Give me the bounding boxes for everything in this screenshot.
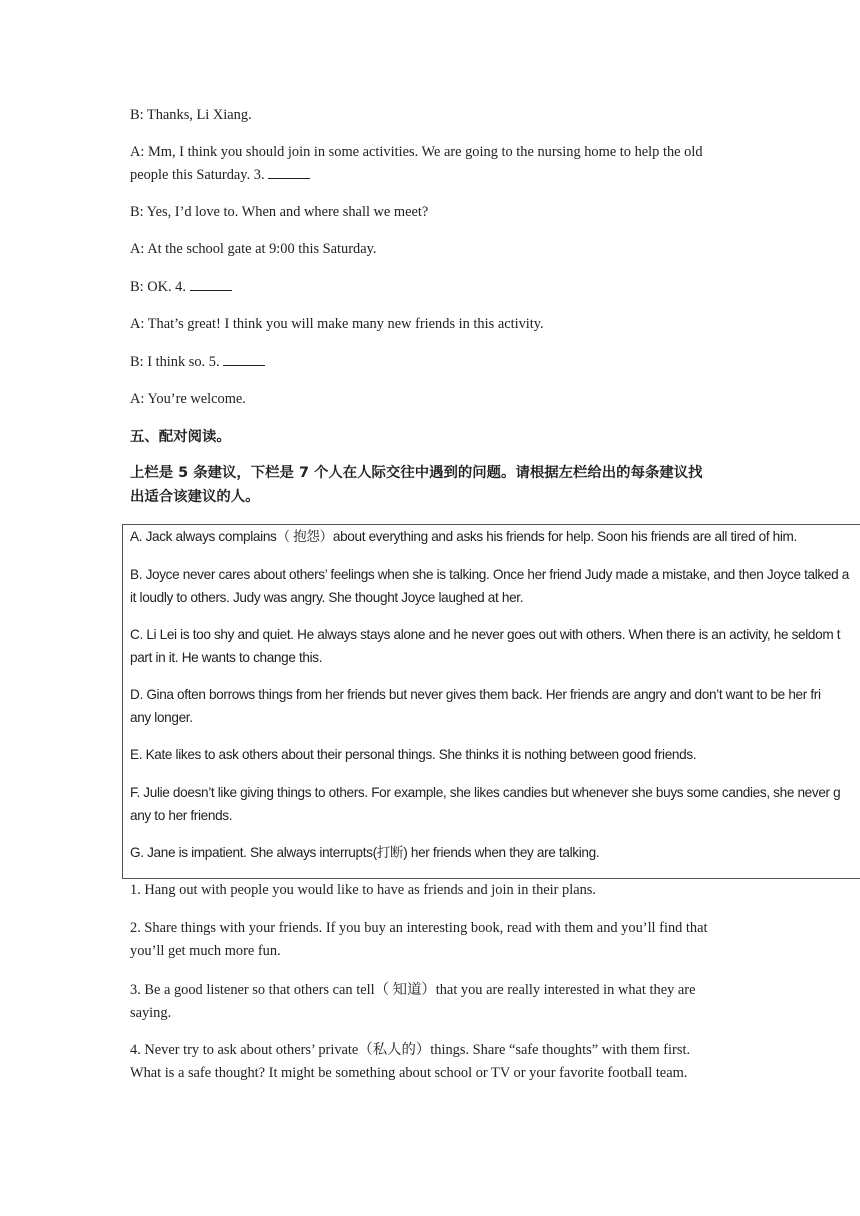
advice-item-1: 1. Hang out with people you would like to have as friends and join in their plans.	[130, 882, 597, 898]
problem-item-b: B. Joyce never cares about others’ feelings when she is talking. Once her friend Judy made a mistake, and then Joyce talked a it loudly to others. Judy was angry. She thought Joyce laughed at her.	[130, 567, 849, 605]
dialogue-line: B: Thanks, Li Xiang.	[130, 107, 252, 123]
problem-item-f: F. Julie doesn’t like giving things to others. For example, she likes candies but whenever she buys some candies, she never g any to her friends.	[130, 785, 841, 823]
problem-item-a: A. Jack always complains（ 抱怨）about everything and asks his friends for help. Soon his friends are all tired of him.	[130, 529, 797, 544]
dialogue-line: A: Mm, I think you should join in some activities. We are going to the nursing home to help the old people this Saturday. 3.	[130, 144, 703, 183]
answer-blank-4[interactable]	[190, 277, 232, 291]
answer-blank-5[interactable]	[223, 352, 265, 366]
dialogue-line: A: That’s great! I think you will make many new friends in this activity.	[130, 316, 544, 332]
dialogue-line: A: You’re welcome.	[130, 391, 246, 407]
problem-item-g: G. Jane is impatient. She always interrupts(打断) her friends when they are talking.	[130, 845, 600, 860]
section-title: 五、配对阅读。	[130, 429, 231, 445]
problem-item-e: E. Kate likes to ask others about their personal things. She thinks it is nothing between good friends.	[130, 747, 697, 762]
section-instruction: 上栏是 5 条建议，下栏是 7 个人在人际交往中遇到的问题。请根据左栏给出的每条建议找 出适合该建议的人。	[130, 465, 703, 505]
dialogue-line: B: OK. 4.	[130, 276, 730, 299]
answer-blank-3[interactable]	[268, 165, 310, 179]
problem-item-d: D. Gina often borrows things from her friends but never gives them back. Her friends are angry and don’t want to be her fri any longer.	[130, 687, 821, 725]
advice-item-2: 2. Share things with your friends. If you buy an interesting book, read with them and you’ll find that you’ll get much more fun.	[130, 920, 708, 959]
problems-box	[122, 524, 860, 879]
advice-item-3: 3. Be a good listener so that others can tell（ 知道）that you are really interested in what they are saying.	[130, 982, 696, 1021]
problem-item-c: C. Li Lei is too shy and quiet. He always stays alone and he never goes out with others. When there is an activity, he seldom t part in it. He wants to change this.	[130, 627, 841, 665]
advice-item-4: 4. Never try to ask about others’ private（私人的）things. Share “safe thoughts” with them first. What is a safe thought? It might be something about school or TV or your favorite football team.	[130, 1042, 691, 1081]
dialogue-line: B: Yes, I’d love to. When and where shall we meet?	[130, 204, 429, 220]
dialogue-line: B: I think so. 5.	[130, 351, 730, 374]
dialogue-line: A: At the school gate at 9:00 this Saturday.	[130, 241, 377, 257]
